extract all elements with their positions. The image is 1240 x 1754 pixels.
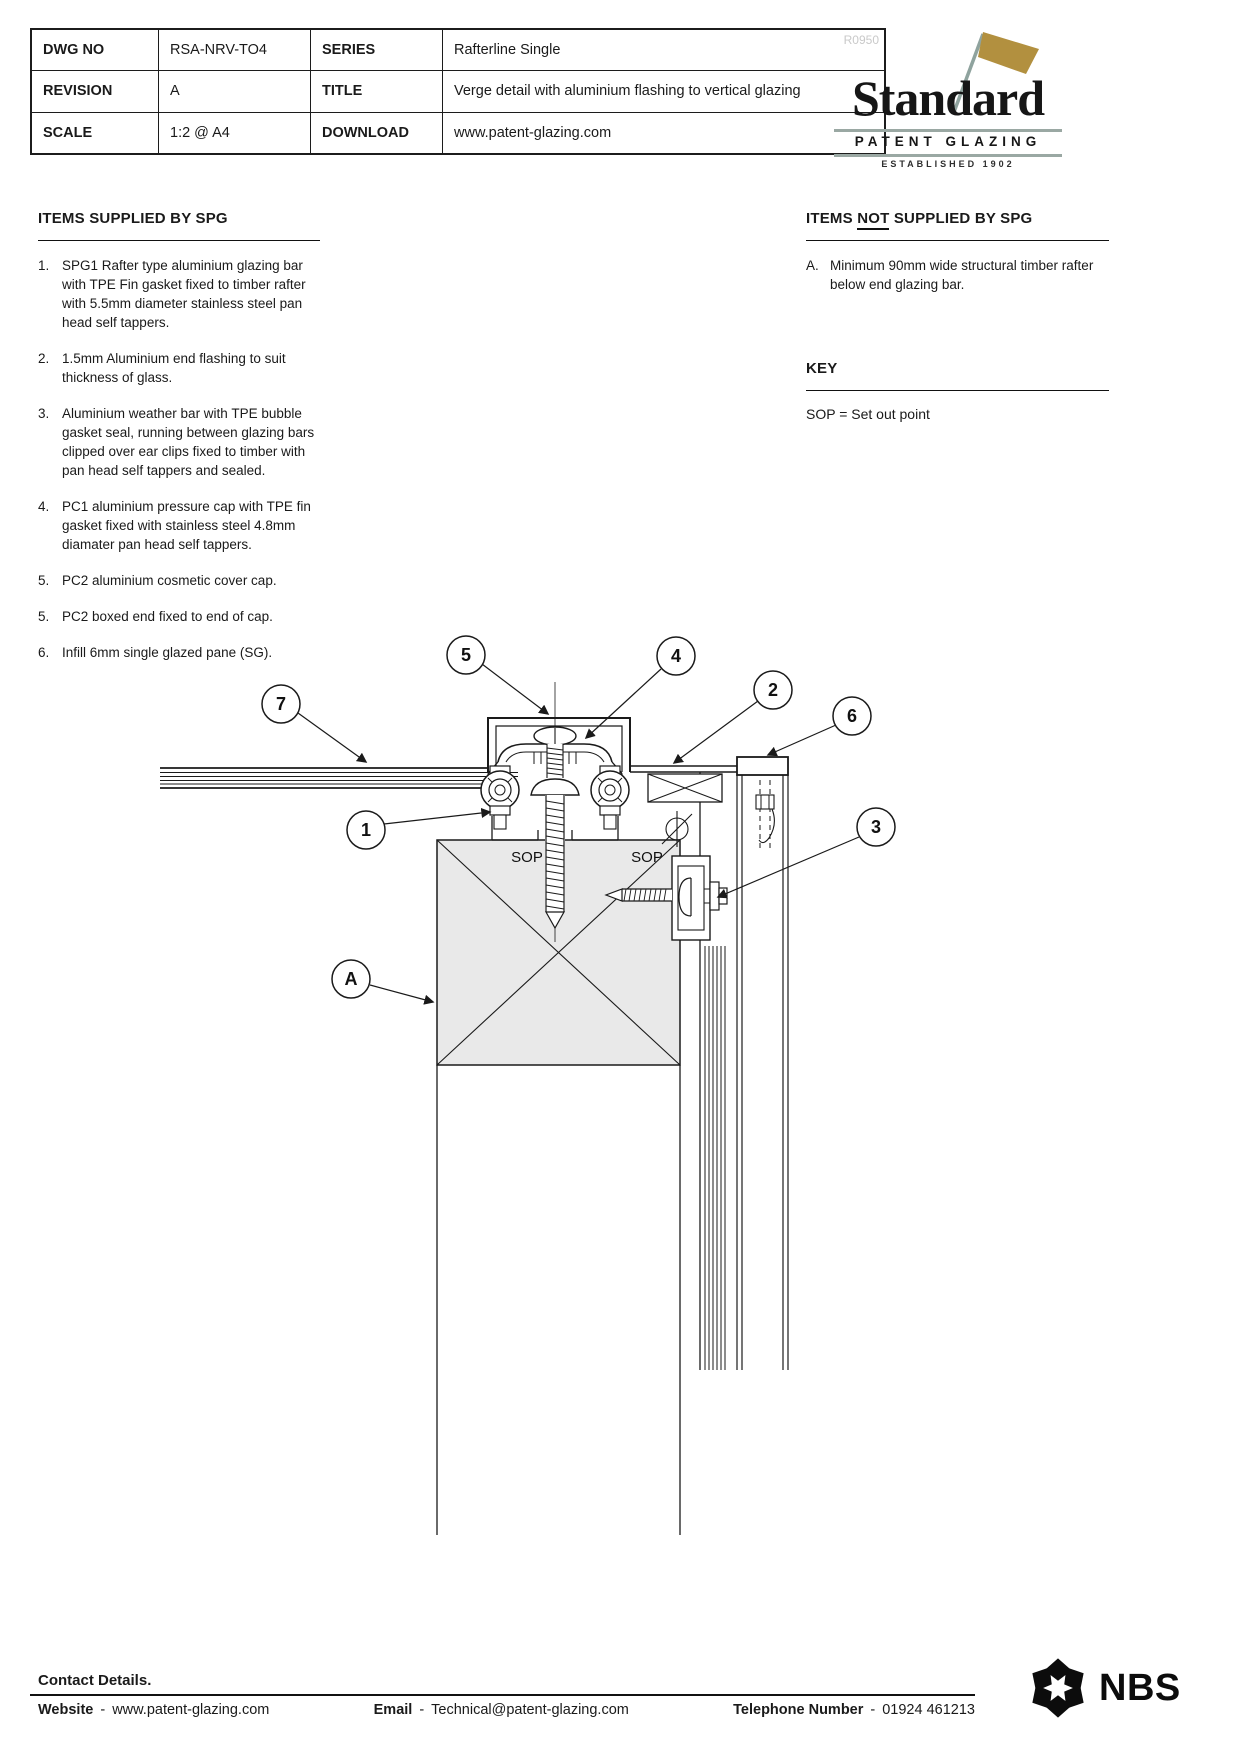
- download-label: DOWNLOAD: [310, 113, 442, 153]
- separator: -: [870, 1702, 876, 1718]
- contact-row: [38, 1702, 975, 1718]
- svg-text:6: 6: [846, 706, 858, 726]
- callout-balloon-6: [833, 697, 871, 735]
- title-value: Verge detail with aluminium flashing to vertical glazing: [442, 71, 884, 111]
- key-section: [806, 360, 1109, 422]
- nbs-star-icon: [1026, 1656, 1090, 1720]
- svg-text:4: 4: [670, 646, 682, 666]
- footer-rule: [30, 1694, 975, 1696]
- list-item: [38, 571, 320, 590]
- callout-balloon-5: [447, 636, 485, 674]
- list-item: [38, 497, 320, 554]
- logo-rule: [834, 154, 1062, 157]
- key-title: KEY: [806, 360, 838, 377]
- scale-label: SCALE: [43, 124, 93, 141]
- item-text: PC2 aluminium cosmetic cover cap.: [62, 573, 277, 588]
- contact-details-heading: Contact Details.: [38, 1672, 152, 1689]
- end-flashing-horizontal: [630, 766, 737, 802]
- items-not-supplied-list: [806, 256, 1109, 294]
- sheet-watermark: R0950: [843, 33, 879, 47]
- dwg-no-label: DWG NO: [43, 42, 105, 59]
- download-link[interactable]: www.patent-glazing.com: [442, 113, 884, 153]
- email-entry: [374, 1702, 629, 1718]
- logo-established: ESTABLISHED 1902: [881, 159, 1015, 169]
- item-text: PC1 aluminium pressure cap with TPE fin gasket fixed with stainless steel 4.8mm diamater pan head self tappers.: [62, 499, 311, 552]
- item-number: 4.: [38, 499, 50, 514]
- logo-rule: [834, 129, 1062, 132]
- sop-label-right: SOP: [631, 849, 663, 866]
- item-text: Aluminium weather bar with TPE bubble gasket seal, running between glazing bars clipped over ear clips fixed to timber with pan head self tappers and sealed.: [62, 406, 315, 478]
- title-not-underlined: NOT: [857, 210, 889, 230]
- callout-balloon-4: [657, 637, 695, 675]
- nbs-wordmark: NBS: [1099, 1666, 1181, 1709]
- title-label: TITLE: [310, 71, 442, 111]
- vertical-glazing-pane: [705, 946, 725, 1370]
- logo-tagline: PATENT GLAZING: [854, 134, 1042, 149]
- company-logo: [832, 20, 1064, 169]
- title-block-row: [32, 30, 884, 70]
- ear-clip-left: [481, 766, 519, 829]
- title-block-table: [30, 28, 886, 155]
- svg-text:7: 7: [275, 694, 287, 714]
- callout-balloon-3: [857, 808, 895, 846]
- items-not-supplied-section: [806, 210, 1109, 294]
- website-value[interactable]: www.patent-glazing.com: [112, 1702, 270, 1718]
- telephone-entry: [733, 1702, 975, 1718]
- logo-wordmark: Standard: [851, 70, 1045, 126]
- item-text: 1.5mm Aluminium end flashing to suit thickness of glass.: [62, 351, 286, 385]
- svg-text:A: A: [344, 969, 358, 989]
- roof-glass-pane: [160, 768, 522, 788]
- list-item: [38, 256, 320, 332]
- item-text: Minimum 90mm wide structural timber rafter below end glazing bar.: [830, 258, 1094, 292]
- dwg-no-value: RSA-NRV-TO4: [158, 30, 310, 70]
- items-supplied-list: [38, 256, 320, 662]
- svg-text:3: 3: [870, 817, 882, 837]
- section-rule: [38, 240, 320, 241]
- vertical-end-flashing: [737, 757, 788, 1370]
- list-item: [806, 256, 1109, 294]
- ear-clip-right: [591, 766, 629, 829]
- separator: -: [419, 1702, 425, 1718]
- website-entry: [38, 1702, 269, 1718]
- item-text: SPG1 Rafter type aluminium glazing bar with TPE Fin gasket fixed to timber rafter with 5.5mm diameter stainless steel pan head self tappers.: [62, 258, 306, 330]
- items-not-supplied-title: [806, 210, 1109, 227]
- website-label: Website: [38, 1702, 94, 1718]
- sop-label-left: SOP: [511, 849, 543, 866]
- title-part: SUPPLIED BY SPG: [889, 210, 1033, 227]
- series-value: Rafterline Single: [442, 30, 884, 70]
- item-number: 6.: [38, 645, 50, 660]
- list-item: [38, 404, 320, 480]
- telephone-label: Telephone Number: [733, 1702, 864, 1718]
- separator: -: [100, 1702, 106, 1718]
- item-number: 2.: [38, 351, 50, 366]
- scale-value: 1:2 @ A4: [158, 113, 310, 153]
- key-entry: SOP = Set out point: [806, 406, 930, 422]
- title-part: ITEMS: [806, 210, 858, 227]
- svg-text:1: 1: [360, 820, 372, 840]
- nbs-logo: [1026, 1656, 1181, 1720]
- item-number: 5.: [38, 573, 50, 588]
- items-supplied-title: ITEMS SUPPLIED BY SPG: [38, 210, 228, 227]
- section-rule: [806, 240, 1109, 241]
- callout-balloon-7: [262, 685, 300, 723]
- timber-rafter: [437, 840, 680, 1535]
- title-block-row: [32, 70, 884, 111]
- svg-text:5: 5: [460, 645, 472, 665]
- item-number: 3.: [38, 406, 50, 421]
- email-label: Email: [373, 1702, 413, 1718]
- section-detail-drawing: [160, 610, 900, 1540]
- series-label: SERIES: [310, 30, 442, 70]
- list-item: [38, 349, 320, 387]
- title-block-row: [32, 112, 884, 153]
- item-text: Infill 6mm single glazed pane (SG).: [62, 645, 273, 660]
- revision-value: A: [158, 71, 310, 111]
- item-text: PC2 boxed end fixed to end of cap.: [62, 609, 273, 624]
- telephone-value: 01924 461213: [882, 1702, 975, 1718]
- callout-balloon-A: [332, 960, 370, 998]
- section-rule: [806, 390, 1109, 391]
- item-number: 1.: [38, 258, 50, 273]
- item-number: A.: [806, 258, 819, 273]
- item-number: 5.: [38, 609, 50, 624]
- callout-balloon-1: [347, 811, 385, 849]
- svg-text:2: 2: [767, 680, 779, 700]
- email-value[interactable]: Technical@patent-glazing.com: [431, 1702, 629, 1718]
- callout-balloon-2: [754, 671, 792, 709]
- items-supplied-section: [38, 210, 320, 662]
- revision-label: REVISION: [43, 83, 113, 100]
